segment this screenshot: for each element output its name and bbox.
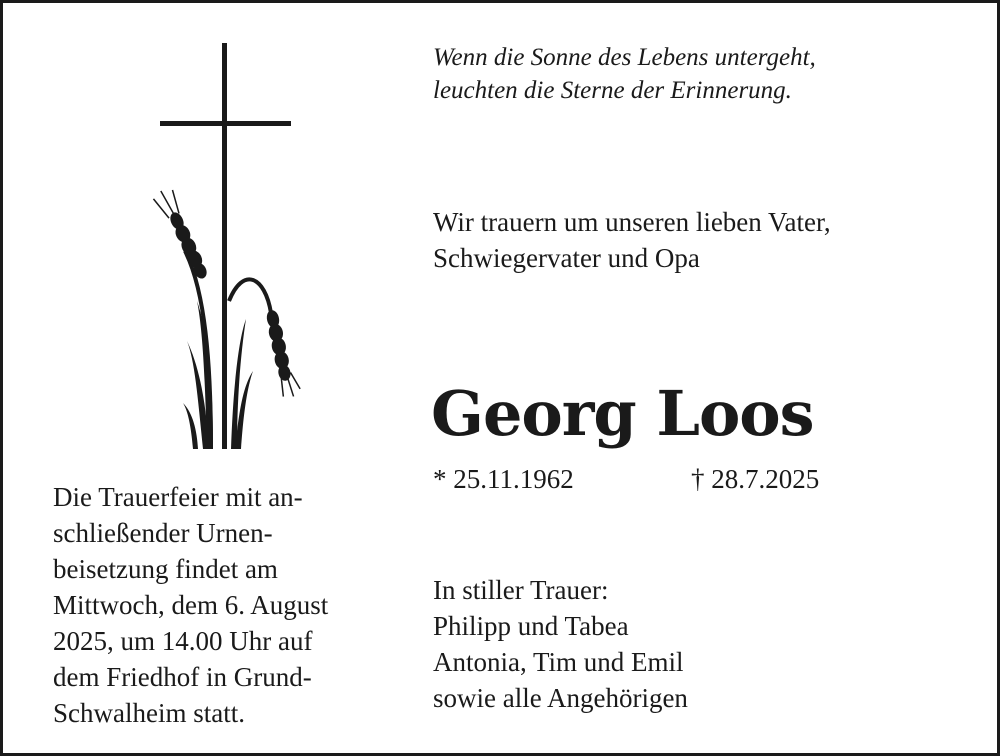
ceremony-notice — [53, 479, 328, 731]
quote-line: leuchten die Sterne der Erinnerung. — [433, 77, 792, 104]
intro-line: Schwiegervater und Opa — [433, 243, 700, 273]
ceremony-line: beisetzung findet am — [53, 554, 278, 584]
ceremony-line: dem Friedhof in Grund- — [53, 662, 312, 692]
cross-with-wheat-icon — [143, 41, 313, 453]
mourners-heading: In stiller Trauer: — [433, 575, 609, 605]
ceremony-line: Schwalheim statt. — [53, 698, 245, 728]
mourning-intro — [433, 204, 831, 276]
ceremony-line: Die Trauerfeier mit an- — [53, 482, 303, 512]
death-date: † 28.7.2025 — [691, 464, 820, 494]
quote-line: Wenn die Sonne des Lebens untergeht, — [433, 44, 816, 71]
ceremony-line: 2025, um 14.00 Uhr auf — [53, 626, 313, 656]
birth-date: * 25.11.1962 — [433, 464, 574, 494]
mourner-line: Antonia, Tim und Emil — [433, 647, 684, 677]
memorial-quote — [433, 41, 816, 107]
deceased-name: Georg Loos — [431, 377, 814, 450]
mourner-line: Philipp und Tabea — [433, 611, 629, 641]
mourner-line: sowie alle Angehörigen — [433, 683, 688, 713]
mourners-list — [433, 572, 688, 716]
intro-line: Wir trauern um unseren lieben Vater, — [433, 207, 831, 237]
ceremony-line: schließender Urnen- — [53, 518, 273, 548]
ceremony-line: Mittwoch, dem 6. August — [53, 590, 329, 620]
